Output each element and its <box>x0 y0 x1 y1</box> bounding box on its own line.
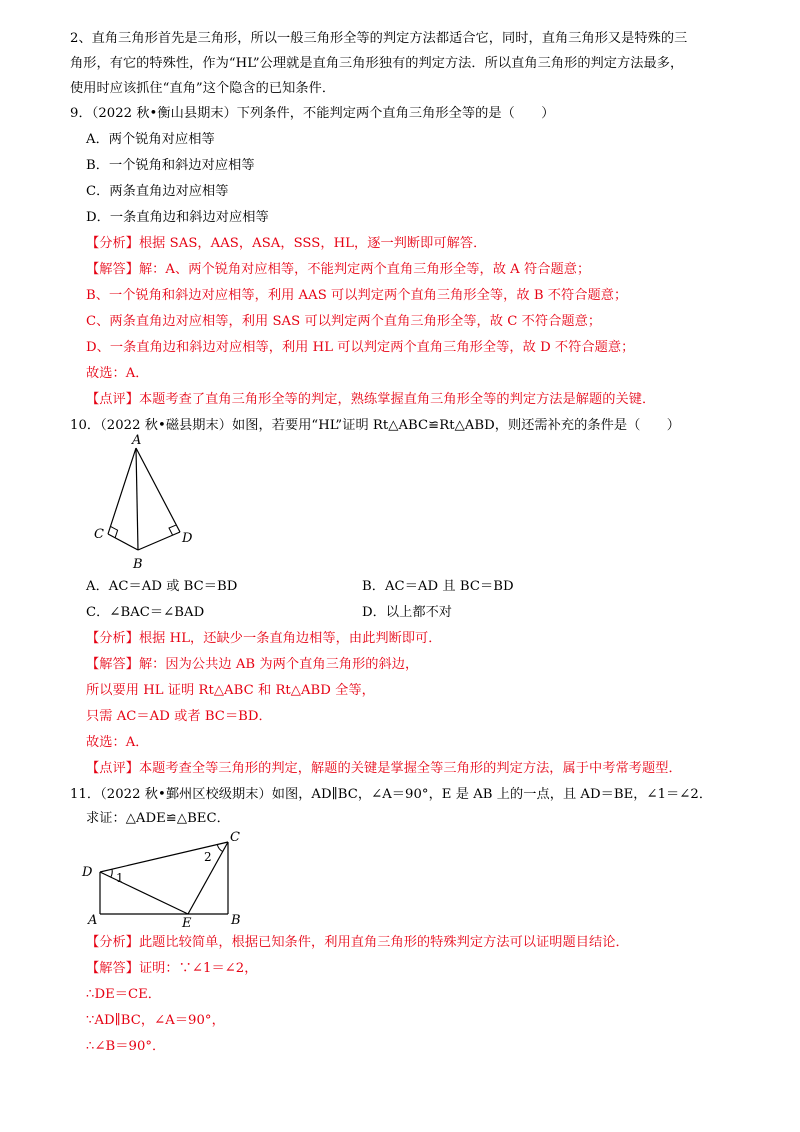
q11-label-e: E <box>182 916 192 928</box>
q10-segment-db <box>138 532 180 550</box>
q9-analysis: 【分析】根据 SAS，AAS，ASA，SSS，HL，逐一判断即可解答． <box>86 236 487 251</box>
q10-solution-4: 故选：A． <box>86 735 149 750</box>
q10-segment-ab <box>136 448 138 550</box>
q10-label-a: A <box>132 433 142 448</box>
q10-option-a: A．AC＝AD 或 BC＝BD <box>86 579 238 594</box>
q9-solution-2: B、一个锐角和斜边对应相等，利用 AAS 可以判定两个直角三角形全等，故 B 不符合题意； <box>86 288 628 303</box>
q10-label-c: C <box>94 527 104 542</box>
q11-prove: 求证：△ADE≌△BEC． <box>86 811 230 826</box>
q10-label-b: B <box>133 557 143 572</box>
q11-trapezoid-figure <box>80 826 260 928</box>
q10-label-d: D <box>182 531 193 546</box>
q10-segment-ac <box>108 448 136 534</box>
intro-line-3: 使用时应该抓住“直角”这个隐含的已知条件． <box>70 81 336 96</box>
q10-segment-ad <box>136 448 180 532</box>
intro-line-2: 角形，有它的特殊性，作为“HL”公理就是直角三角形独有的判定方法．所以直角三角形的判定方法最多， <box>70 56 684 71</box>
q10-option-d: D．以上都不对 <box>362 605 453 620</box>
q9-option-a: A．两个锐角对应相等 <box>86 132 215 147</box>
q11-label-d: D <box>82 865 93 880</box>
q9-stem: 9．（2022 秋•衡山县期末）下列条件，不能判定两个直角三角形全等的是（ ） <box>70 106 555 121</box>
q11-label-b: B <box>231 913 241 928</box>
q9-solution-4: D、一条直角边和斜边对应相等，利用 HL 可以判定两个直角三角形全等，故 D 不符合题意； <box>86 340 635 355</box>
q10-kite-figure <box>80 432 200 580</box>
q9-solution-1: 【解答】解：A、两个锐角对应相等，不能判定两个直角三角形全等，故 A 符合题意； <box>86 262 591 277</box>
q11-label-angle-2: 2 <box>204 850 212 864</box>
q11-solution-1: 【解答】证明：∵∠1＝∠2， <box>86 961 258 976</box>
q11-label-a: A <box>88 913 98 928</box>
q11-solution-3: ∵AD∥BC，∠A＝90°， <box>86 1013 225 1028</box>
q10-solution-1: 【解答】解：因为公共边 AB 为两个直角三角形的斜边， <box>86 657 419 672</box>
q11-stem: 11．（2022 秋•鄞州区校级期末）如图，AD∥BC，∠A＝90°，E 是 AB 上的一点，且 AD＝BE，∠1＝∠2． <box>70 787 713 802</box>
q9-comment: 【点评】本题考查了直角三角形全等的判定，熟练掌握直角三角形全等的判定方法是解题的关键． <box>86 392 656 407</box>
q11-label-c: C <box>230 830 240 845</box>
q9-solution-5: 故选：A． <box>86 366 149 381</box>
q9-solution-3: C、两条直角边对应相等，利用 SAS 可以判定两个直角三角形全等，故 C 不符合题意； <box>86 314 602 329</box>
intro-line-1: 2、直角三角形首先是三角形，所以一般三角形全等的判定方法都适合它，同时，直角三角形又是特殊的三 <box>70 31 688 46</box>
q10-option-b: B．AC＝AD 且 BC＝BD <box>362 579 514 594</box>
q10-segment-cb <box>108 534 138 550</box>
q11-solution-2: ∴DE＝CE． <box>86 987 162 1002</box>
q11-segment-de <box>100 872 188 914</box>
q10-analysis: 【分析】根据 HL，还缺少一条直角边相等，由此判断即可． <box>86 631 442 646</box>
q10-solution-3: 只需 AC＝AD 或者 BC＝BD． <box>86 709 272 724</box>
q11-angle-2-arc <box>217 845 222 852</box>
q11-angle-1-arc <box>111 869 112 877</box>
q9-option-c: C．两条直角边对应相等 <box>86 184 229 199</box>
q11-solution-4: ∴∠B＝90°． <box>86 1039 166 1054</box>
q10-stem: 10．（2022 秋•磁县期末）如图，若要用“HL”证明 Rt△ABC≌Rt△ABD，则还需补充的条件是（ ） <box>70 418 681 433</box>
q10-comment: 【点评】本题考查全等三角形的判定，解题的关键是掌握全等三角形的判定方法，属于中考常考题型． <box>86 761 682 776</box>
q9-option-b: B．一个锐角和斜边对应相等 <box>86 158 255 173</box>
q11-analysis: 【分析】此题比较简单，根据已知条件，利用直角三角形的特殊判定方法可以证明题目结论． <box>86 935 629 950</box>
q11-label-angle-1: 1 <box>116 871 124 885</box>
q10-option-c: C．∠BAC＝∠BAD <box>86 605 205 620</box>
q10-solution-2: 所以要用 HL 证明 Rt△ABC 和 Rt△ABD 全等， <box>86 683 375 698</box>
q9-option-d: D．一条直角边和斜边对应相等 <box>86 210 269 225</box>
